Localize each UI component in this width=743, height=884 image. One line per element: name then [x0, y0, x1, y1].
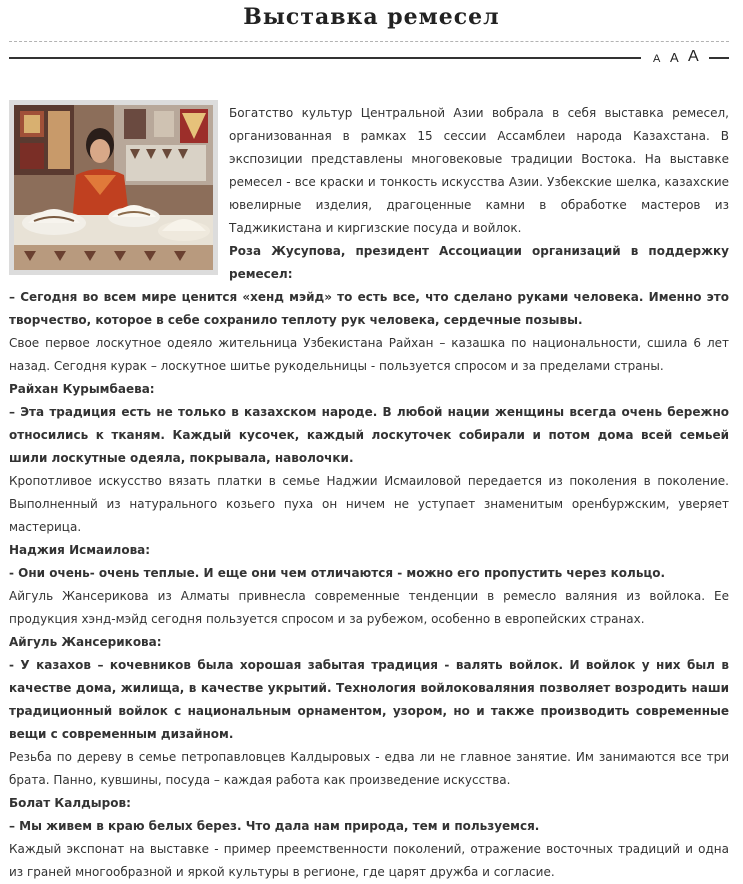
font-size-small-button[interactable]: A	[653, 53, 661, 65]
quote-text: – Сегодня во всем мире ценится «хенд мэйд» то есть все, что сделано руками человека. Именно это творчество, которое в себе сохранило теплоту рук человека, сердечные позывы.	[9, 290, 729, 327]
paragraph-text: Резьба по дереву в семье петропавловцев Калдыровых - едва ли не главное занятие. Им занимаются все три брата. Панно, кувшины, посуда – каждая работа как произведение искусства.	[9, 750, 729, 787]
page-title: Выставка ремесел	[243, 4, 500, 30]
article-body	[9, 102, 729, 884]
title-divider	[9, 41, 729, 42]
font-size-large-button[interactable]: A	[688, 48, 699, 65]
paragraph-text: Свое первое лоскутное одеяло жительница Узбекистана Райхан – казашка по национальности, сшила 6 лет назад. Сегодня курак – лоскутное шитье рукодельницы - пользуется спросом и за пределами страны.	[9, 336, 729, 373]
quote-text: – Мы живем в краю белых берез. Что дала нам природа, тем и пользуемся.	[9, 819, 540, 833]
quote-text: - У казахов – кочевников была хорошая забытая традиция - валять войлок. И войлок у них был в качестве дома, жилища, в качестве укрытий. Технология войлоковаляния позволяет возродить наши традиционный войлок с национальным орнаментом, узором, но и также производить современные вещи с современным дизайном.	[9, 658, 729, 741]
speaker-name: Райхан Курымбаева:	[9, 382, 155, 396]
rule-left	[9, 57, 641, 59]
photo-spacer	[9, 102, 229, 278]
speaker-name: Болат Калдыров:	[9, 796, 131, 810]
paragraph-text: Айгуль Жансерикова из Алматы привнесла современные тенденции в ремесло валяния из войлока. Ее продукция хэнд-мэйд сегодня пользуется спросом и за рубежом, особенно в европейских странах.	[9, 589, 729, 626]
speaker-name: Роза Жусупова, президент Ассоциации организаций в поддержку ремесел:	[229, 244, 729, 281]
quote-text: – Эта традиция есть не только в казахском народе. В любой нации женщины всегда очень бережно относились к тканям. Каждый кусочек, каждый лоскуточек собирали и потом дома всей семьей шили лоскутные одеяла, покрывала, наволочки.	[9, 405, 729, 465]
font-size-bar	[9, 48, 729, 68]
speaker-name: Айгуль Жансерикова:	[9, 635, 162, 649]
paragraph-closing: Каждый экспонат на выставке - пример преемственности поколений, отражение восточных традиций и одна из граней многообразной и яркой культуры в регионе, где царят дружба и согласие.	[9, 842, 729, 879]
quote-text: - Они очень- очень теплые. И еще они чем отличаются - можно его пропустить через кольцо.	[9, 566, 666, 580]
font-size-medium-button[interactable]: A	[670, 50, 679, 65]
speaker-name: Наджия Исмаилова:	[9, 543, 151, 557]
paragraph-text: Кропотливое искусство вязать платки в семье Наджии Исмаиловой передается из поколения в поколение. Выполненный из натурального козьего пуха он ничем не уступает знаменитым оренбуржским, уверяет мастерица.	[9, 474, 729, 534]
rule-right	[709, 57, 729, 59]
paragraph-intro: Богатство культур Центральной Азии вобрала в себя выставка ремесел, организованная в рамках 15 сессии Ассамблеи народа Казахстана. В экспозиции представлены многовековые традиции Востока. На выставке ремесел - все краски и тонкость искусства Азии. Узбекские шелка, казахские ювелирные изделия, драгоценные камни в обработке мастеров из Таджикистана и киргизские посуда и войлок.	[229, 106, 729, 235]
